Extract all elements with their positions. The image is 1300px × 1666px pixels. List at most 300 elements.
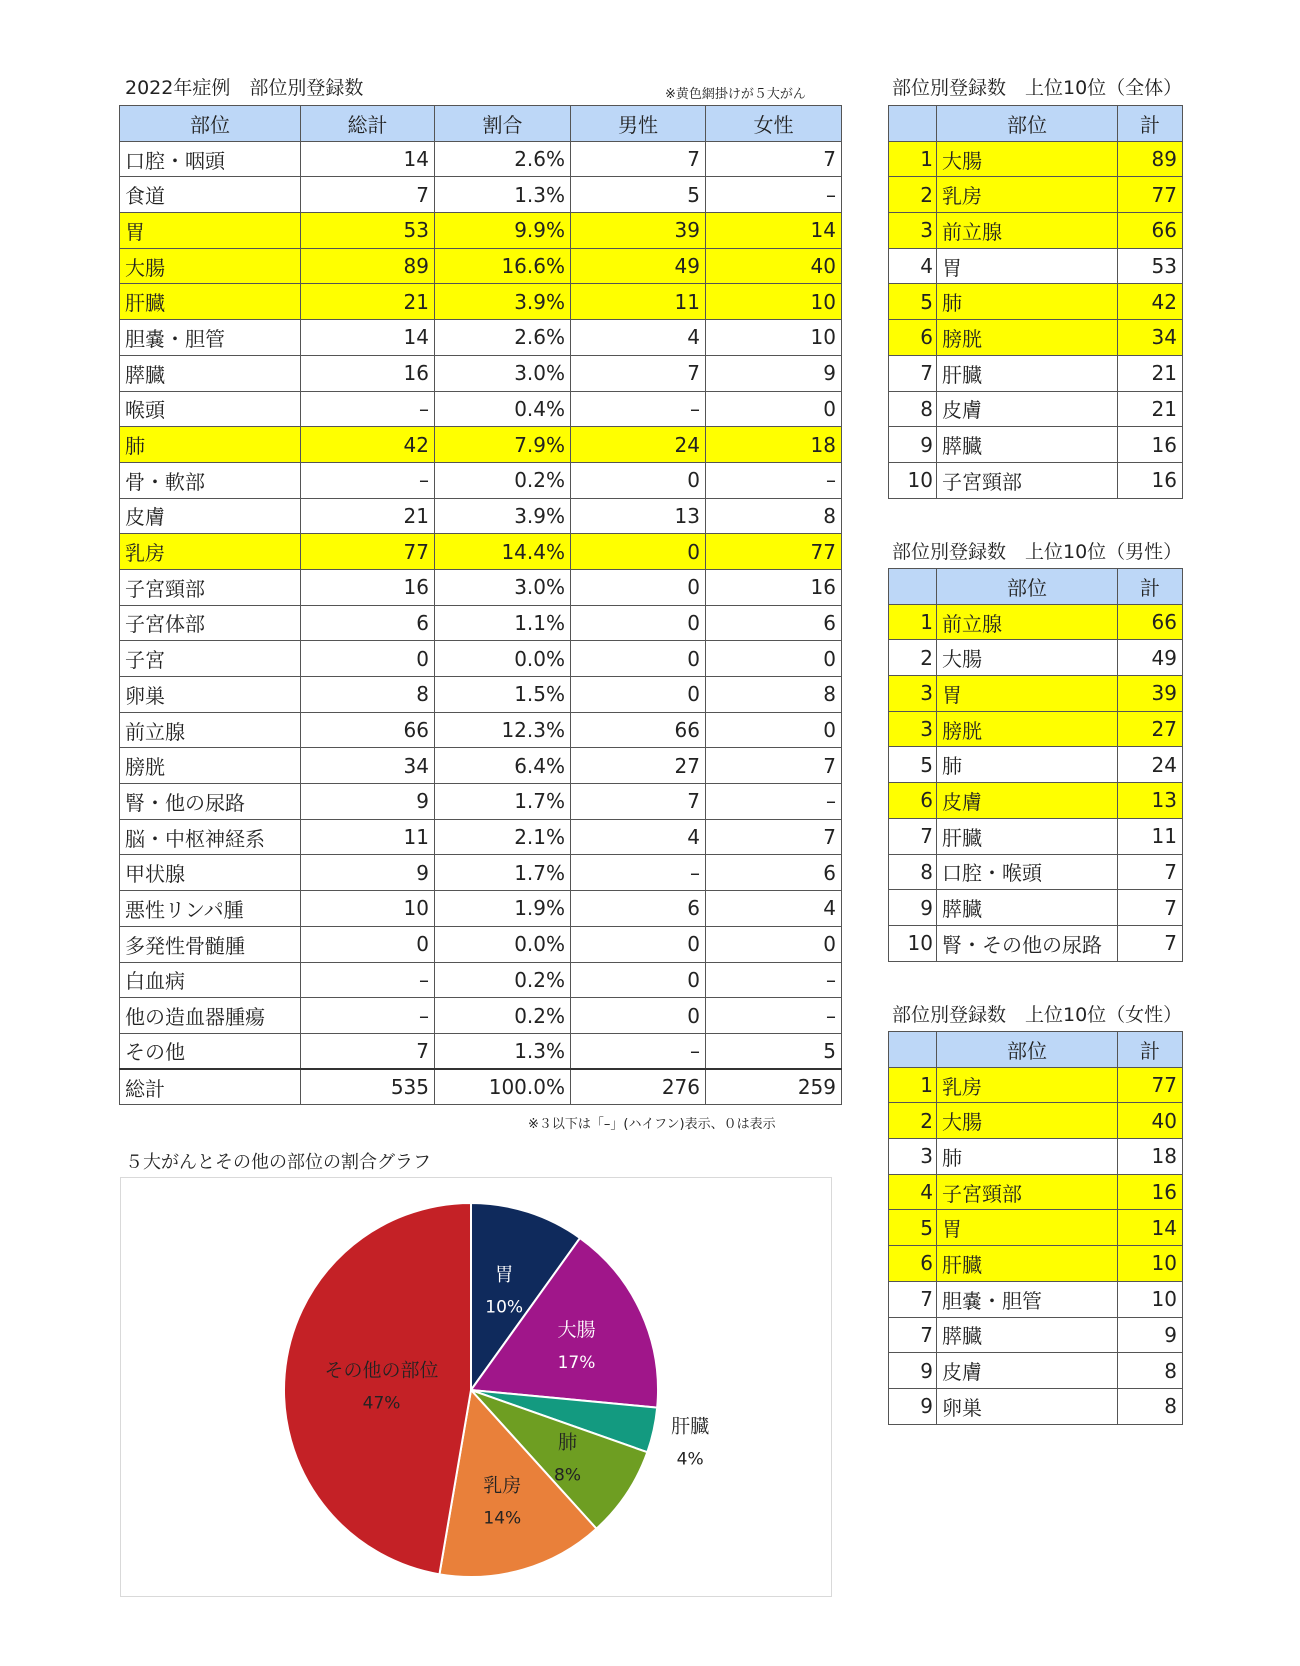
rank-count: 27 — [1118, 711, 1183, 747]
header-site: 部位 — [120, 106, 301, 142]
rank-count: 42 — [1118, 284, 1183, 320]
rank-number: 8 — [889, 391, 937, 427]
rank-count: 16 — [1118, 427, 1183, 463]
cell-total: 7 — [301, 177, 435, 213]
ranking-row — [889, 284, 1183, 320]
header-rank — [889, 106, 937, 142]
rank-number: 6 — [889, 320, 937, 356]
ranking-row — [889, 427, 1183, 463]
rank-count: 8 — [1118, 1388, 1183, 1424]
rank-site: 子宮頸部 — [937, 462, 1118, 498]
rank-site: 皮膚 — [937, 391, 1118, 427]
cell-ratio: 3.9% — [435, 498, 571, 534]
ranking-row — [889, 248, 1183, 284]
cell-ratio: 0.0% — [435, 926, 571, 962]
cell-total: 14 — [301, 141, 435, 177]
cell-total: 16 — [301, 355, 435, 391]
cell-total: 8 — [301, 677, 435, 713]
rank-number: 5 — [889, 284, 937, 320]
cell-total: 21 — [301, 498, 435, 534]
cell-male: 11 — [571, 284, 706, 320]
rank-site: 肺 — [937, 1139, 1118, 1175]
rank-count: 77 — [1118, 177, 1183, 213]
pie-label-0: 胃 — [494, 1263, 514, 1286]
pie-slice-5 — [284, 1203, 471, 1574]
cell-site: 乳房 — [120, 534, 301, 570]
cell-total: – — [301, 962, 435, 998]
cell-male: 7 — [571, 355, 706, 391]
ranking-row — [889, 1353, 1183, 1389]
cell-total: 0 — [301, 641, 435, 677]
table-row — [120, 998, 842, 1034]
header-site: 部位 — [937, 106, 1118, 142]
table-row — [120, 462, 842, 498]
cell-female: 8 — [706, 677, 842, 713]
cell-female: 10 — [706, 320, 842, 356]
cell-site: 骨・軟部 — [120, 462, 301, 498]
header-ratio: 割合 — [435, 106, 571, 142]
cell-site: 悪性リンパ腫 — [120, 891, 301, 927]
cell-site: 白血病 — [120, 962, 301, 998]
total-cell-site: 総計 — [120, 1069, 301, 1105]
site-registration-table — [119, 105, 842, 1105]
cell-site: 他の造血器腫瘍 — [120, 998, 301, 1034]
table-row — [120, 748, 842, 784]
ranking-row — [889, 1281, 1183, 1317]
table-row — [120, 213, 842, 249]
cell-ratio: 1.7% — [435, 784, 571, 820]
cell-ratio: 1.1% — [435, 605, 571, 641]
cell-site: 腎・他の尿路 — [120, 784, 301, 820]
cell-male: – — [571, 391, 706, 427]
table-row — [120, 355, 842, 391]
cell-site: 食道 — [120, 177, 301, 213]
table-header-row — [889, 569, 1183, 605]
cell-total: 0 — [301, 926, 435, 962]
pie-label-4: 乳房 — [483, 1474, 522, 1497]
pie-percent-0: 10% — [485, 1297, 524, 1318]
cell-ratio: 0.0% — [435, 641, 571, 677]
header-rank — [889, 569, 937, 605]
rank-site: 肺 — [937, 284, 1118, 320]
cell-female: 40 — [706, 248, 842, 284]
cell-site: 脳・中枢神経系 — [120, 819, 301, 855]
pie-percent-5: 47% — [362, 1393, 401, 1414]
cell-site: 子宮頸部 — [120, 569, 301, 605]
rank-site: 前立腺 — [937, 604, 1118, 640]
main-table-title: 2022年症例 部位別登録数 — [125, 77, 364, 99]
cell-total: 9 — [301, 855, 435, 891]
rank-count: 13 — [1118, 783, 1183, 819]
table-header-row — [120, 106, 842, 142]
rank-site: 胆嚢・胆管 — [937, 1281, 1118, 1317]
ranking-row — [889, 854, 1183, 890]
rank-number: 6 — [889, 783, 937, 819]
ranking-row — [889, 1103, 1183, 1139]
pie-chart — [121, 1178, 831, 1596]
cell-ratio: 1.9% — [435, 891, 571, 927]
table-row — [120, 427, 842, 463]
rank-male-title: 部位別登録数 上位10位（男性） — [892, 541, 1183, 563]
header-female: 女性 — [706, 106, 842, 142]
ranking-row — [889, 747, 1183, 783]
rank-site: 卵巣 — [937, 1388, 1118, 1424]
cell-site: 口腔・咽頭 — [120, 141, 301, 177]
cell-total: 77 — [301, 534, 435, 570]
cell-ratio: 12.3% — [435, 712, 571, 748]
rank-number: 5 — [889, 1210, 937, 1246]
cell-male: 4 — [571, 819, 706, 855]
rank-count: 7 — [1118, 854, 1183, 890]
cell-female: 0 — [706, 926, 842, 962]
pie-chart-panel — [120, 1177, 832, 1597]
ranking-row — [889, 1174, 1183, 1210]
rank-number: 3 — [889, 1139, 937, 1175]
rank-site: 膀胱 — [937, 711, 1118, 747]
cell-male: – — [571, 1033, 706, 1069]
cell-male: 66 — [571, 712, 706, 748]
rank-number: 2 — [889, 640, 937, 676]
total-cell-ratio: 100.0% — [435, 1069, 571, 1105]
rank-site: 胃 — [937, 248, 1118, 284]
rank-site: 肝臓 — [937, 1246, 1118, 1282]
ranking-row — [889, 391, 1183, 427]
cell-ratio: 1.7% — [435, 855, 571, 891]
cell-ratio: 3.0% — [435, 569, 571, 605]
cell-male: 0 — [571, 569, 706, 605]
cell-female: 0 — [706, 391, 842, 427]
rank-number: 1 — [889, 141, 937, 177]
ranking-row — [889, 604, 1183, 640]
cell-site: 多発性骨髄腫 — [120, 926, 301, 962]
rank-site: 口腔・喉頭 — [937, 854, 1118, 890]
cell-ratio: 2.6% — [435, 141, 571, 177]
ranking-row — [889, 711, 1183, 747]
rank-number: 7 — [889, 1281, 937, 1317]
ranking-row — [889, 1246, 1183, 1282]
cell-total: 11 — [301, 819, 435, 855]
cell-total: 10 — [301, 891, 435, 927]
cell-ratio: 16.6% — [435, 248, 571, 284]
rank-count: 53 — [1118, 248, 1183, 284]
rank-site: 子宮頸部 — [937, 1174, 1118, 1210]
table-row — [120, 962, 842, 998]
cell-female: – — [706, 998, 842, 1034]
rank-count: 39 — [1118, 676, 1183, 712]
pie-label-3: 肺 — [557, 1431, 578, 1454]
total-cell-male: 276 — [571, 1069, 706, 1105]
table-header-row — [889, 106, 1183, 142]
rank-site: 大腸 — [937, 141, 1118, 177]
rank-site: 乳房 — [937, 177, 1118, 213]
cell-total: 89 — [301, 248, 435, 284]
cell-site: 卵巣 — [120, 677, 301, 713]
rank-number: 9 — [889, 1388, 937, 1424]
rank-count: 18 — [1118, 1139, 1183, 1175]
rank-site: 肝臓 — [937, 818, 1118, 854]
cell-site: 子宮 — [120, 641, 301, 677]
rank-site: 肝臓 — [937, 355, 1118, 391]
cell-site: 喉頭 — [120, 391, 301, 427]
table-row — [120, 712, 842, 748]
cell-female: 6 — [706, 605, 842, 641]
rank-female-title: 部位別登録数 上位10位（女性） — [892, 1004, 1183, 1026]
rank-number: 2 — [889, 177, 937, 213]
rank-number: 1 — [889, 1067, 937, 1103]
cell-female: – — [706, 962, 842, 998]
cell-site: 胃 — [120, 213, 301, 249]
cell-total: – — [301, 391, 435, 427]
cell-total: 53 — [301, 213, 435, 249]
rank-count: 24 — [1118, 747, 1183, 783]
cell-male: 0 — [571, 998, 706, 1034]
table-row — [120, 677, 842, 713]
rank-site: 膵臓 — [937, 427, 1118, 463]
rank-site: 前立腺 — [937, 213, 1118, 249]
rank-number: 5 — [889, 747, 937, 783]
cell-ratio: 2.1% — [435, 819, 571, 855]
cell-male: 0 — [571, 962, 706, 998]
rank-count: 7 — [1118, 890, 1183, 926]
rank-number: 7 — [889, 355, 937, 391]
cell-female: – — [706, 462, 842, 498]
pie-label-2: 肝臓 — [671, 1415, 710, 1438]
cell-male: 27 — [571, 748, 706, 784]
cell-female: 0 — [706, 641, 842, 677]
cell-female: 0 — [706, 712, 842, 748]
rank-count: 14 — [1118, 1210, 1183, 1246]
rank-count: 77 — [1118, 1067, 1183, 1103]
ranking-row — [889, 213, 1183, 249]
cell-ratio: 0.2% — [435, 998, 571, 1034]
rank-site: 肺 — [937, 747, 1118, 783]
cell-ratio: 6.4% — [435, 748, 571, 784]
ranking-table-female — [888, 1031, 1183, 1425]
rank-number: 4 — [889, 248, 937, 284]
rank-number: 3 — [889, 213, 937, 249]
cell-female: 77 — [706, 534, 842, 570]
cell-female: 5 — [706, 1033, 842, 1069]
ranking-row — [889, 676, 1183, 712]
rank-count: 7 — [1118, 925, 1183, 961]
cell-male: 4 — [571, 320, 706, 356]
rank-count: 16 — [1118, 462, 1183, 498]
cell-total: 42 — [301, 427, 435, 463]
ranking-row — [889, 462, 1183, 498]
total-cell-total: 535 — [301, 1069, 435, 1105]
rank-number: 7 — [889, 818, 937, 854]
rank-count: 49 — [1118, 640, 1183, 676]
table-row — [120, 855, 842, 891]
cell-ratio: 3.9% — [435, 284, 571, 320]
rank-site: 大腸 — [937, 1103, 1118, 1139]
header-count: 計 — [1118, 1032, 1183, 1068]
total-row — [120, 1069, 842, 1105]
cell-total: 16 — [301, 569, 435, 605]
table-row — [120, 891, 842, 927]
header-count: 計 — [1118, 569, 1183, 605]
cell-male: 0 — [571, 534, 706, 570]
header-rank — [889, 1032, 937, 1068]
cell-ratio: 9.9% — [435, 213, 571, 249]
ranking-row — [889, 141, 1183, 177]
cell-male: 5 — [571, 177, 706, 213]
chart-title: ５大がんとその他の部位の割合グラフ — [125, 1152, 431, 1173]
ranking-row — [889, 320, 1183, 356]
rank-site: 大腸 — [937, 640, 1118, 676]
cell-site: 膵臓 — [120, 355, 301, 391]
cell-male: 39 — [571, 213, 706, 249]
rank-count: 8 — [1118, 1353, 1183, 1389]
cell-male: 13 — [571, 498, 706, 534]
table-row — [120, 177, 842, 213]
rank-site: 腎・その他の尿路 — [937, 925, 1118, 961]
rank-number: 10 — [889, 462, 937, 498]
cell-female: 4 — [706, 891, 842, 927]
rank-site: 皮膚 — [937, 783, 1118, 819]
total-cell-female: 259 — [706, 1069, 842, 1105]
pie-label-5: その他の部位 — [324, 1359, 439, 1382]
cell-site: 前立腺 — [120, 712, 301, 748]
highlight-note: ※黄色網掛けが５大がん — [665, 87, 806, 102]
rank-count: 40 — [1118, 1103, 1183, 1139]
cell-female: 8 — [706, 498, 842, 534]
cell-total: 14 — [301, 320, 435, 356]
ranking-row — [889, 355, 1183, 391]
table-row — [120, 141, 842, 177]
rank-number: 1 — [889, 604, 937, 640]
rank-count: 34 — [1118, 320, 1183, 356]
table-row — [120, 284, 842, 320]
rank-count: 66 — [1118, 604, 1183, 640]
ranking-row — [889, 640, 1183, 676]
ranking-row — [889, 1210, 1183, 1246]
table-row — [120, 926, 842, 962]
ranking-table-male — [888, 568, 1183, 962]
cell-ratio: 1.3% — [435, 1033, 571, 1069]
cell-ratio: 2.6% — [435, 320, 571, 356]
rank-number: 2 — [889, 1103, 937, 1139]
cell-site: 皮膚 — [120, 498, 301, 534]
pie-percent-4: 14% — [483, 1508, 522, 1529]
rank-count: 11 — [1118, 818, 1183, 854]
table-row — [120, 534, 842, 570]
cell-male: 0 — [571, 605, 706, 641]
pie-percent-1: 17% — [557, 1352, 596, 1373]
rank-site: 乳房 — [937, 1067, 1118, 1103]
cell-site: 子宮体部 — [120, 605, 301, 641]
cell-ratio: 1.3% — [435, 177, 571, 213]
cell-male: 0 — [571, 677, 706, 713]
rank-site: 膵臓 — [937, 1317, 1118, 1353]
ranking-row — [889, 783, 1183, 819]
header-count: 計 — [1118, 106, 1183, 142]
cell-ratio: 1.5% — [435, 677, 571, 713]
cell-ratio: 14.4% — [435, 534, 571, 570]
table-row — [120, 819, 842, 855]
cell-total: 7 — [301, 1033, 435, 1069]
cell-male: 7 — [571, 784, 706, 820]
cell-site: 膀胱 — [120, 748, 301, 784]
rank-number: 8 — [889, 854, 937, 890]
rank-number: 10 — [889, 925, 937, 961]
cell-male: 0 — [571, 641, 706, 677]
cell-ratio: 7.9% — [435, 427, 571, 463]
cell-female: – — [706, 784, 842, 820]
rank-number: 6 — [889, 1246, 937, 1282]
ranking-row — [889, 890, 1183, 926]
rank-count: 10 — [1118, 1281, 1183, 1317]
rank-count: 21 — [1118, 355, 1183, 391]
cell-male: – — [571, 855, 706, 891]
table-row — [120, 569, 842, 605]
cell-female: 7 — [706, 819, 842, 855]
pie-label-1: 大腸 — [557, 1318, 596, 1341]
cell-female: 7 — [706, 141, 842, 177]
header-male: 男性 — [571, 106, 706, 142]
ranking-row — [889, 1388, 1183, 1424]
table-row — [120, 498, 842, 534]
cell-site: 肝臓 — [120, 284, 301, 320]
rank-number: 7 — [889, 1317, 937, 1353]
rank-site: 膵臓 — [937, 890, 1118, 926]
ranking-row — [889, 925, 1183, 961]
table-row — [120, 605, 842, 641]
cell-total: 21 — [301, 284, 435, 320]
cell-male: 49 — [571, 248, 706, 284]
rank-count: 10 — [1118, 1246, 1183, 1282]
cell-ratio: 0.2% — [435, 962, 571, 998]
table-footnote: ※３以下は「–」(ハイフン)表示、０は表示 — [528, 1117, 776, 1132]
cell-total: – — [301, 998, 435, 1034]
table-row — [120, 391, 842, 427]
cell-site: 胆嚢・胆管 — [120, 320, 301, 356]
rank-number: 9 — [889, 890, 937, 926]
cell-total: – — [301, 462, 435, 498]
table-row — [120, 248, 842, 284]
cell-male: 6 — [571, 891, 706, 927]
rank-site: 胃 — [937, 676, 1118, 712]
table-row — [120, 641, 842, 677]
cell-total: 6 — [301, 605, 435, 641]
ranking-row — [889, 818, 1183, 854]
table-row — [120, 1033, 842, 1069]
header-site: 部位 — [937, 569, 1118, 605]
rank-site: 膀胱 — [937, 320, 1118, 356]
cell-female: – — [706, 177, 842, 213]
cell-female: 18 — [706, 427, 842, 463]
cell-site: 大腸 — [120, 248, 301, 284]
cell-female: 10 — [706, 284, 842, 320]
cell-ratio: 3.0% — [435, 355, 571, 391]
cell-female: 6 — [706, 855, 842, 891]
cell-female: 14 — [706, 213, 842, 249]
cell-male: 24 — [571, 427, 706, 463]
cell-site: 甲状腺 — [120, 855, 301, 891]
cell-site: 肺 — [120, 427, 301, 463]
ranking-row — [889, 1067, 1183, 1103]
table-row — [120, 784, 842, 820]
ranking-row — [889, 1317, 1183, 1353]
cell-site: その他 — [120, 1033, 301, 1069]
rank-number: 3 — [889, 676, 937, 712]
header-total: 総計 — [301, 106, 435, 142]
cell-ratio: 0.4% — [435, 391, 571, 427]
rank-count: 16 — [1118, 1174, 1183, 1210]
cell-female: 9 — [706, 355, 842, 391]
table-row — [120, 320, 842, 356]
pie-percent-3: 8% — [554, 1465, 581, 1486]
